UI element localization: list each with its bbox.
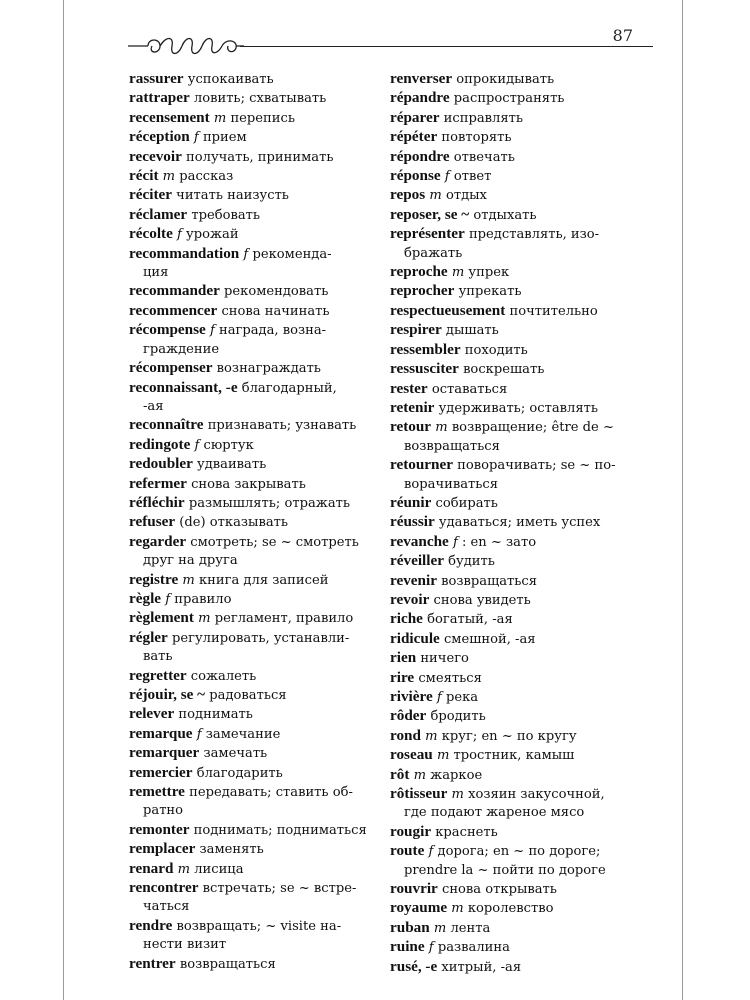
entry-headword: recensement <box>129 108 210 126</box>
entry-translation: размышлять; отражать <box>188 495 351 511</box>
entry-translation: прием <box>202 130 247 146</box>
dictionary-entry <box>129 321 374 359</box>
dictionary-entry <box>390 456 635 494</box>
entry-headword: royaume <box>390 899 448 917</box>
entry-translation: смешной, -ая <box>443 631 536 647</box>
entry-translation: снова открывать <box>441 882 557 898</box>
dictionary-entry <box>390 707 635 726</box>
entry-translation: удваивать <box>197 457 267 473</box>
entry-headword: reprocher <box>390 282 455 300</box>
entry-translation: круг; en ~ по кругу <box>441 728 577 744</box>
entry-headword: rentrer <box>129 954 176 972</box>
entry-translation: поднимать <box>178 707 253 723</box>
entry-continuation: возвращаться <box>404 438 500 454</box>
entry-headword: réclamer <box>129 205 188 223</box>
entry-headword: remercier <box>129 763 193 781</box>
dictionary-entry <box>129 764 374 783</box>
entry-headword: réponse <box>390 167 441 185</box>
entry-translation: вознаграждать <box>216 361 321 377</box>
entry-translation: книга для записей <box>198 572 329 588</box>
entry-translation: радоваться <box>209 688 287 703</box>
entry-headword: respirer <box>390 321 442 339</box>
dictionary-entry <box>129 475 374 494</box>
entry-headword: réparer <box>390 108 440 126</box>
entry-headword: roseau <box>390 746 433 764</box>
entry-translation: снова закрывать <box>191 476 306 492</box>
entry-headword: recevoir <box>129 147 182 165</box>
entry-translation: замечать <box>203 746 268 762</box>
entry-translation: хитрый, -ая <box>441 959 522 975</box>
entry-translation: поднимать; подниматься <box>193 822 367 838</box>
dictionary-entry <box>129 629 374 667</box>
entry-headword: rouvrir <box>390 880 438 898</box>
entry-gender: m <box>413 767 426 783</box>
entry-headword: revoir <box>390 590 430 608</box>
entry-headword: reproche <box>390 263 448 281</box>
dictionary-entry <box>390 282 635 301</box>
entry-headword: riche <box>390 610 423 628</box>
entry-translation: регулировать, устанавли- <box>171 630 350 646</box>
dictionary-entry <box>390 341 635 360</box>
entry-headword: reconnaître <box>129 416 204 434</box>
entry-gender: m <box>433 920 447 936</box>
entry-translation: : en ~ зато <box>461 534 537 550</box>
dictionary-entry <box>390 128 635 147</box>
entry-gender: f <box>196 726 202 742</box>
entry-headword: récompenser <box>129 359 213 377</box>
entry-translation: смеяться <box>418 670 482 686</box>
entry-translation: сожалеть <box>190 668 257 684</box>
entry-translation: возвращаться <box>179 956 276 972</box>
entry-headword: rôder <box>390 707 427 725</box>
entry-headword: recommencer <box>129 301 218 319</box>
entry-translation: будить <box>448 554 495 570</box>
entry-translation: благодарный, <box>241 380 337 396</box>
dictionary-entry <box>129 379 374 417</box>
entry-gender: f <box>194 437 200 453</box>
dictionary-entry <box>390 225 635 263</box>
entry-headword: règlement <box>129 609 194 627</box>
entry-headword: rougir <box>390 822 432 840</box>
entry-translation: рассказ <box>179 169 234 185</box>
dictionary-entry <box>390 785 635 823</box>
entry-gender: m <box>429 188 442 204</box>
entry-translation: ответ <box>453 169 492 185</box>
entry-headword: récolte <box>129 225 173 243</box>
entry-translation: ничего <box>420 651 469 667</box>
entry-headword: remarque <box>129 724 193 742</box>
entry-continuation: граждение <box>143 341 220 357</box>
entry-headword: recommandation <box>129 244 240 262</box>
dictionary-entry <box>390 572 635 591</box>
dictionary-entry <box>129 571 374 590</box>
entry-translation: богатый, -ая <box>427 612 513 628</box>
entry-translation: награда, возна- <box>218 323 327 339</box>
entry-headword: récompense <box>129 321 206 339</box>
entry-translation: воскрешать <box>463 362 545 378</box>
entry-translation: сюртук <box>203 437 254 453</box>
entry-continuation: ратно <box>143 803 184 819</box>
entry-headword: revanche <box>390 532 449 550</box>
entry-headword: rusé, -e <box>390 957 438 975</box>
dictionary-entry <box>129 860 374 879</box>
entry-headword: règle <box>129 589 162 607</box>
dictionary-entry <box>390 109 635 128</box>
entry-headword: réception <box>129 128 190 146</box>
entry-translation: рекоменда- <box>252 246 332 262</box>
entry-translation: ловить; схватывать <box>193 91 327 107</box>
entry-translation: снова начинать <box>221 303 330 319</box>
dictionary-entry <box>129 879 374 917</box>
dictionary-entry <box>129 609 374 628</box>
dictionary-entry <box>390 823 635 842</box>
entry-headword: recommander <box>129 282 220 300</box>
dictionary-entry <box>390 727 635 746</box>
entry-headword: repos <box>390 186 426 204</box>
entry-gender: m <box>451 265 465 281</box>
dictionary-entry <box>129 955 374 974</box>
entry-gender: f <box>452 534 458 550</box>
entry-headword: retourner <box>390 456 453 474</box>
entry-headword: rivière <box>390 688 433 705</box>
entry-headword: remarquer <box>129 744 200 762</box>
dictionary-entry <box>129 455 374 474</box>
entry-translation: представлять, изо- <box>468 227 600 243</box>
dictionary-entry <box>390 610 635 629</box>
entry-gender: f <box>243 246 249 262</box>
entry-translation: хозяин закусочной, <box>468 787 605 803</box>
entry-headword: redoubler <box>129 455 193 473</box>
entry-translation: регламент, правило <box>214 611 354 627</box>
entry-headword: réveiller <box>390 552 444 570</box>
entry-gender: f <box>428 844 434 860</box>
left-column <box>129 70 374 974</box>
entry-headword: retenir <box>390 398 435 416</box>
entry-translation: возвращаться <box>441 573 538 589</box>
entry-continuation: где подают жареное мясо <box>404 805 585 821</box>
dictionary-entry <box>390 591 635 610</box>
entry-translation: рекомендовать <box>224 284 329 300</box>
entry-headword: reposer, se ~ <box>390 205 470 223</box>
entry-translation: почтительно <box>509 303 598 319</box>
entry-translation: смотреть; se ~ смотреть <box>190 534 359 550</box>
entry-translation: повторять <box>441 130 512 146</box>
dictionary-entry <box>390 167 635 186</box>
dictionary-entry <box>390 938 635 957</box>
entry-continuation: ция <box>143 265 169 281</box>
entry-gender: f <box>165 591 171 607</box>
right-column <box>390 70 635 977</box>
dictionary-entry <box>129 359 374 378</box>
entry-headword: renard <box>129 859 174 877</box>
dictionary-entry <box>129 686 374 705</box>
entry-translation: урожай <box>186 227 239 243</box>
dictionary-entry <box>129 513 374 532</box>
entry-translation: отдых <box>445 188 487 204</box>
dictionary-entry <box>390 148 635 167</box>
entry-headword: ruban <box>390 918 430 936</box>
dictionary-entry <box>390 919 635 938</box>
entry-headword: remettre <box>129 783 185 801</box>
dictionary-entry <box>390 89 635 108</box>
entry-translation: дышать <box>445 323 499 339</box>
entry-gender: f <box>209 323 215 339</box>
entry-headword: registre <box>129 570 179 588</box>
entry-headword: récit <box>129 167 159 185</box>
entry-translation: снова увидеть <box>433 592 531 608</box>
entry-gender: m <box>198 611 211 627</box>
entry-headword: renverser <box>390 70 453 87</box>
entry-translation: дорога; en ~ по дороге; <box>437 844 601 860</box>
entry-translation: возвращать; ~ visite на- <box>176 918 342 934</box>
entry-translation: река <box>445 690 479 705</box>
entry-translation: успокаивать <box>187 72 274 87</box>
dictionary-entry <box>390 302 635 321</box>
entry-headword: répéter <box>390 128 438 146</box>
entry-headword: répandre <box>390 89 450 107</box>
entry-headword: représenter <box>390 225 465 243</box>
dictionary-entry <box>390 533 635 552</box>
dictionary-entry <box>129 533 374 571</box>
entry-headword: rencontrer <box>129 879 199 897</box>
entry-translation: получать, принимать <box>186 149 334 165</box>
entry-headword: réfléchir <box>129 493 185 511</box>
entry-translation: тростник, камыш <box>453 748 575 764</box>
entry-translation: правило <box>174 591 232 607</box>
dictionary-entry <box>129 416 374 435</box>
entry-headword: route <box>390 842 425 860</box>
entry-headword: ressembler <box>390 340 461 358</box>
dictionary-entry <box>129 744 374 763</box>
entry-headword: rire <box>390 668 415 686</box>
entry-headword: ridicule <box>390 629 440 647</box>
dictionary-entry <box>390 321 635 340</box>
entry-gender: m <box>435 420 448 436</box>
entry-translation: лента <box>450 920 491 936</box>
entry-translation: признавать; узнавать <box>207 418 357 434</box>
entry-headword: regarder <box>129 532 187 550</box>
entry-gender: f <box>193 130 199 146</box>
entry-headword: refermer <box>129 474 187 492</box>
header-rule <box>240 46 653 47</box>
dictionary-entry <box>129 89 374 108</box>
entry-continuation: друг на друга <box>143 553 238 569</box>
entry-headword: remplacer <box>129 840 196 858</box>
entry-headword: rond <box>390 726 421 744</box>
entry-headword: redingote <box>129 435 191 453</box>
entry-translation: требовать <box>191 207 261 223</box>
entry-translation: развалина <box>437 940 510 956</box>
entry-gender: m <box>451 787 464 803</box>
entry-continuation: чаться <box>143 899 190 915</box>
dictionary-entry <box>129 494 374 513</box>
dictionary-entry <box>129 783 374 821</box>
entry-headword: réjouir, se ~ <box>129 686 206 703</box>
entry-headword: refuser <box>129 513 176 531</box>
entry-headword: rester <box>390 379 428 397</box>
dictionary-entry <box>390 360 635 379</box>
dictionary-entry <box>390 70 635 89</box>
dictionary-entry <box>129 590 374 609</box>
entry-continuation: бражать <box>404 245 463 261</box>
entry-headword: rôt <box>390 765 410 783</box>
dictionary-entry <box>129 725 374 744</box>
dictionary-entry <box>390 766 635 785</box>
dictionary-entry <box>390 958 635 977</box>
entry-translation: собирать <box>435 495 498 511</box>
dictionary-entry <box>390 513 635 532</box>
entry-translation: краснеть <box>435 824 498 840</box>
entry-headword: ruine <box>390 938 425 956</box>
dictionary-entry <box>390 746 635 765</box>
entry-headword: remonter <box>129 820 190 838</box>
entry-headword: rassurer <box>129 70 184 87</box>
entry-translation: передавать; ставить об- <box>189 785 353 801</box>
dictionary-entry <box>129 821 374 840</box>
dictionary-entry <box>129 128 374 147</box>
entry-gender: m <box>451 901 464 917</box>
dictionary-entry <box>390 380 635 399</box>
entry-headword: rattraper <box>129 89 190 107</box>
dictionary-entry <box>129 167 374 186</box>
dictionary-entry <box>129 245 374 283</box>
entry-translation: оставаться <box>431 381 508 397</box>
entry-headword: répondre <box>390 147 450 165</box>
entry-headword: retour <box>390 418 432 436</box>
entry-gender: m <box>162 169 176 185</box>
dictionary-entry <box>390 206 635 225</box>
dictionary-entry <box>129 70 374 89</box>
entry-headword: relever <box>129 705 175 723</box>
dictionary-entry <box>390 649 635 668</box>
entry-headword: réunir <box>390 493 432 511</box>
entry-headword: rendre <box>129 916 173 934</box>
dictionary-entry <box>129 109 374 128</box>
entry-translation: благодарить <box>196 765 283 781</box>
entry-translation: перепись <box>230 110 295 126</box>
dictionary-entry <box>390 899 635 918</box>
entry-gender: f <box>428 940 434 956</box>
dictionary-entry <box>129 186 374 205</box>
dictionary-entry <box>390 263 635 282</box>
entry-continuation: prendre la ~ пойти по дороге <box>404 862 606 878</box>
entry-headword: reconnaissant, -e <box>129 378 238 396</box>
entry-translation: исправлять <box>443 110 523 126</box>
entry-continuation: нести визит <box>143 937 227 953</box>
entry-translation: замечание <box>205 726 281 742</box>
dictionary-entry <box>390 842 635 880</box>
entry-translation: походить <box>464 342 528 358</box>
entry-gender: m <box>425 728 438 744</box>
entry-headword: réciter <box>129 186 172 204</box>
entry-gender: f <box>444 169 450 185</box>
dictionary-entry <box>129 148 374 167</box>
dictionary-entry <box>390 186 635 205</box>
entry-translation: упрекать <box>458 284 522 300</box>
dictionary-entry <box>129 302 374 321</box>
entry-translation: читать наизусть <box>176 188 289 204</box>
dictionary-entry <box>129 436 374 455</box>
entry-translation: королевство <box>467 901 554 917</box>
dictionary-entry <box>129 206 374 225</box>
dictionary-entry <box>390 494 635 513</box>
entry-translation: удерживать; оставлять <box>438 400 598 416</box>
entry-translation: отвечать <box>453 149 515 165</box>
entry-translation: встречать; se ~ встре- <box>202 881 357 897</box>
dictionary-entry <box>129 840 374 859</box>
dictionary-entry <box>129 917 374 955</box>
entry-continuation: -ая <box>143 398 164 414</box>
dictionary-entry <box>390 630 635 649</box>
entry-headword: réussir <box>390 513 435 531</box>
page-number: 87 <box>612 26 633 45</box>
entry-headword: ressusciter <box>390 360 459 378</box>
entry-gender: f <box>177 227 182 243</box>
dictionary-entry <box>129 282 374 301</box>
entry-gender: m <box>213 110 227 126</box>
dictionary-entry <box>390 399 635 418</box>
entry-translation: жаркое <box>430 767 483 783</box>
entry-gender: m <box>436 748 450 764</box>
entry-translation: опрокидывать <box>456 72 555 87</box>
entry-translation: распространять <box>453 91 565 107</box>
entry-gender: m <box>177 861 191 877</box>
entry-translation: заменять <box>199 842 264 858</box>
entry-headword: régler <box>129 628 168 646</box>
entry-translation: поворачивать; se ~ по- <box>457 458 616 474</box>
entry-headword: regretter <box>129 666 187 684</box>
dictionary-entry <box>129 225 374 244</box>
dictionary-entry <box>390 552 635 571</box>
entry-headword: rôtisseur <box>390 785 448 803</box>
entry-translation: упрек <box>468 265 510 281</box>
header-ornament-icon <box>126 32 244 60</box>
entry-headword: revenir <box>390 571 437 589</box>
dictionary-entry <box>390 688 635 707</box>
entry-headword: respectueusement <box>390 301 506 319</box>
dictionary-entry <box>129 705 374 724</box>
dictionary-entry <box>390 880 635 899</box>
entry-gender: m <box>182 572 195 588</box>
entry-continuation: ворачиваться <box>404 476 498 492</box>
entry-headword: rien <box>390 649 417 667</box>
dictionary-entry <box>390 418 635 456</box>
entry-translation: лисица <box>194 861 244 877</box>
entry-translation: бродить <box>430 709 486 725</box>
entry-translation: отдыхать <box>473 207 537 223</box>
dictionary-entry <box>129 667 374 686</box>
entry-translation: удаваться; иметь успех <box>438 515 601 531</box>
entry-continuation: вать <box>143 649 173 665</box>
entry-translation: возвращение; être de ~ <box>451 420 614 436</box>
entry-translation: (de) отказывать <box>179 515 289 531</box>
dictionary-entry <box>390 669 635 688</box>
entry-gender: f <box>436 690 442 705</box>
